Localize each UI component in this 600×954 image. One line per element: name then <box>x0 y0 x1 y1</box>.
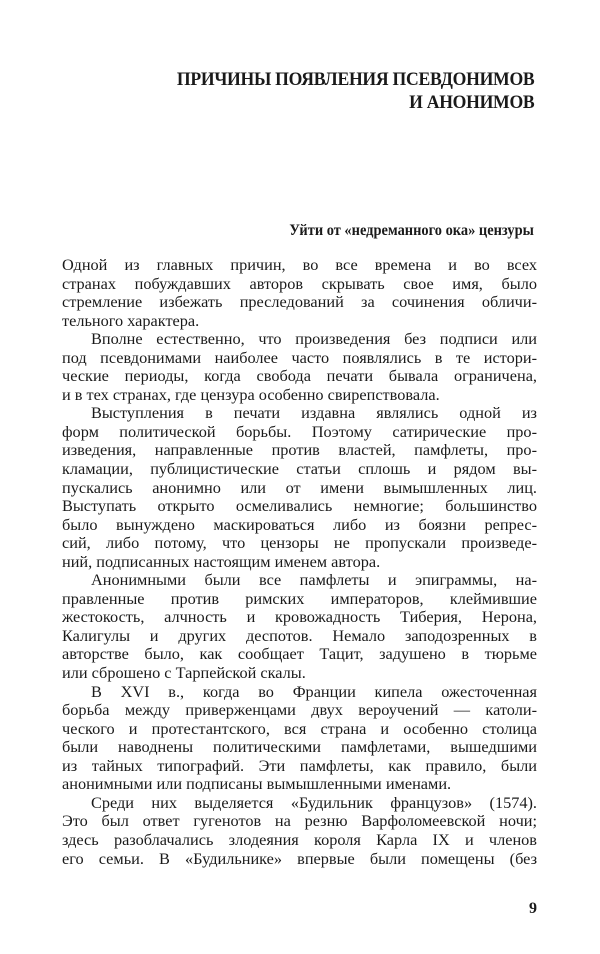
paragraph-line: Одной из главных причин, во все времена и во всех <box>62 255 537 274</box>
paragraph-line: из тайных типографий. Эти памфлеты, как правило, были <box>62 755 537 775</box>
paragraph-line: В XVI в., когда во Франции кипела ожесточенная <box>91 681 537 701</box>
chapter-title <box>176 68 534 114</box>
paragraph-line: были наводнены политическими памфлетами, вышедшими <box>62 737 537 757</box>
page-number: 9 <box>529 900 537 917</box>
paragraph-line: тельного характера. <box>62 310 200 330</box>
paragraph-line: Выступления в печати издавна являлись одной из <box>91 403 537 423</box>
body-text <box>62 256 537 868</box>
paragraph-line: анонимными или подписаны вымышленными именами. <box>62 774 452 794</box>
paragraph-line: правленные против римских императоров, клеймившие <box>62 588 537 608</box>
paragraph-line: жестокость, алчность и кровожадность Тиберия, Нерона, <box>62 607 537 627</box>
paragraph-line: Калигулы и других деспотов. Немало заподозренных в <box>62 625 537 645</box>
paragraph-line: Вполне естественно, что произведения без подписи или <box>91 329 537 349</box>
paragraph-line: ний, подписанных настоящим именем автора. <box>62 551 381 571</box>
paragraph-line: его семьи. В «Будильнике» впервые были помещены (без <box>62 848 537 868</box>
paragraph-line: сий, либо потому, что цензоры не пропускали произведе- <box>62 533 537 553</box>
paragraph-line: пускались анонимно или от имени вымышленных лиц. <box>62 477 537 497</box>
section-title: Уйти от «недреманного ока» цензуры <box>289 222 534 239</box>
paragraph-line: под псевдонимами наиболее часто появлялись в те истори- <box>62 347 537 367</box>
chapter-title-line: ПРИЧИНЫ ПОЯВЛЕНИЯ ПСЕВДОНИМОВ <box>176 69 534 90</box>
paragraph-line: Это был ответ гугенотов на резню Варфоломеевской ночи; <box>62 811 537 831</box>
paragraph-line: было вынуждено маскироваться либо из боязни репрес- <box>62 514 537 534</box>
paragraph-line: форм политической борьбы. Поэтому сатирические про- <box>62 421 537 441</box>
paragraph-line: Выступать открыто осмеливались немногие; большинство <box>62 496 537 516</box>
paragraph-line: борьба между приверженцами двух вероучений — католи- <box>62 700 537 720</box>
paragraph-line: кламации, публицистические статьи сплошь и рядом вы- <box>62 459 537 479</box>
paragraph-line: странах побуждавших авторов скрывать свое имя, было <box>62 273 537 293</box>
paragraph-line: ческого и протестантского, вся страна и особенно столица <box>62 718 537 738</box>
paragraph-line: здесь разоблачались злодеяния короля Карла IX и членов <box>62 829 537 849</box>
paragraph-line: ческие периоды, когда свобода печати бывала ограничена, <box>62 366 537 386</box>
paragraph-line: авторстве было, как сообщает Тацит, задушено в тюрьме <box>62 644 537 664</box>
paragraph-line: и в тех странах, где цензура особенно свирепствовала. <box>62 384 440 404</box>
paragraph-line: или сброшено с Тарпейской скалы. <box>62 663 306 683</box>
paragraph-line: изведения, направленные против властей, памфлеты, про- <box>62 440 537 460</box>
paragraph-line: Анонимными были все памфлеты и эпиграммы, на- <box>91 570 537 590</box>
paragraph-line: стремление избежать преследований за сочинения обличи- <box>62 292 537 312</box>
paragraph-line: Среди них выделяется «Будильник французов» (1574). <box>91 792 537 812</box>
chapter-title-line: И АНОНИМОВ <box>408 92 534 113</box>
